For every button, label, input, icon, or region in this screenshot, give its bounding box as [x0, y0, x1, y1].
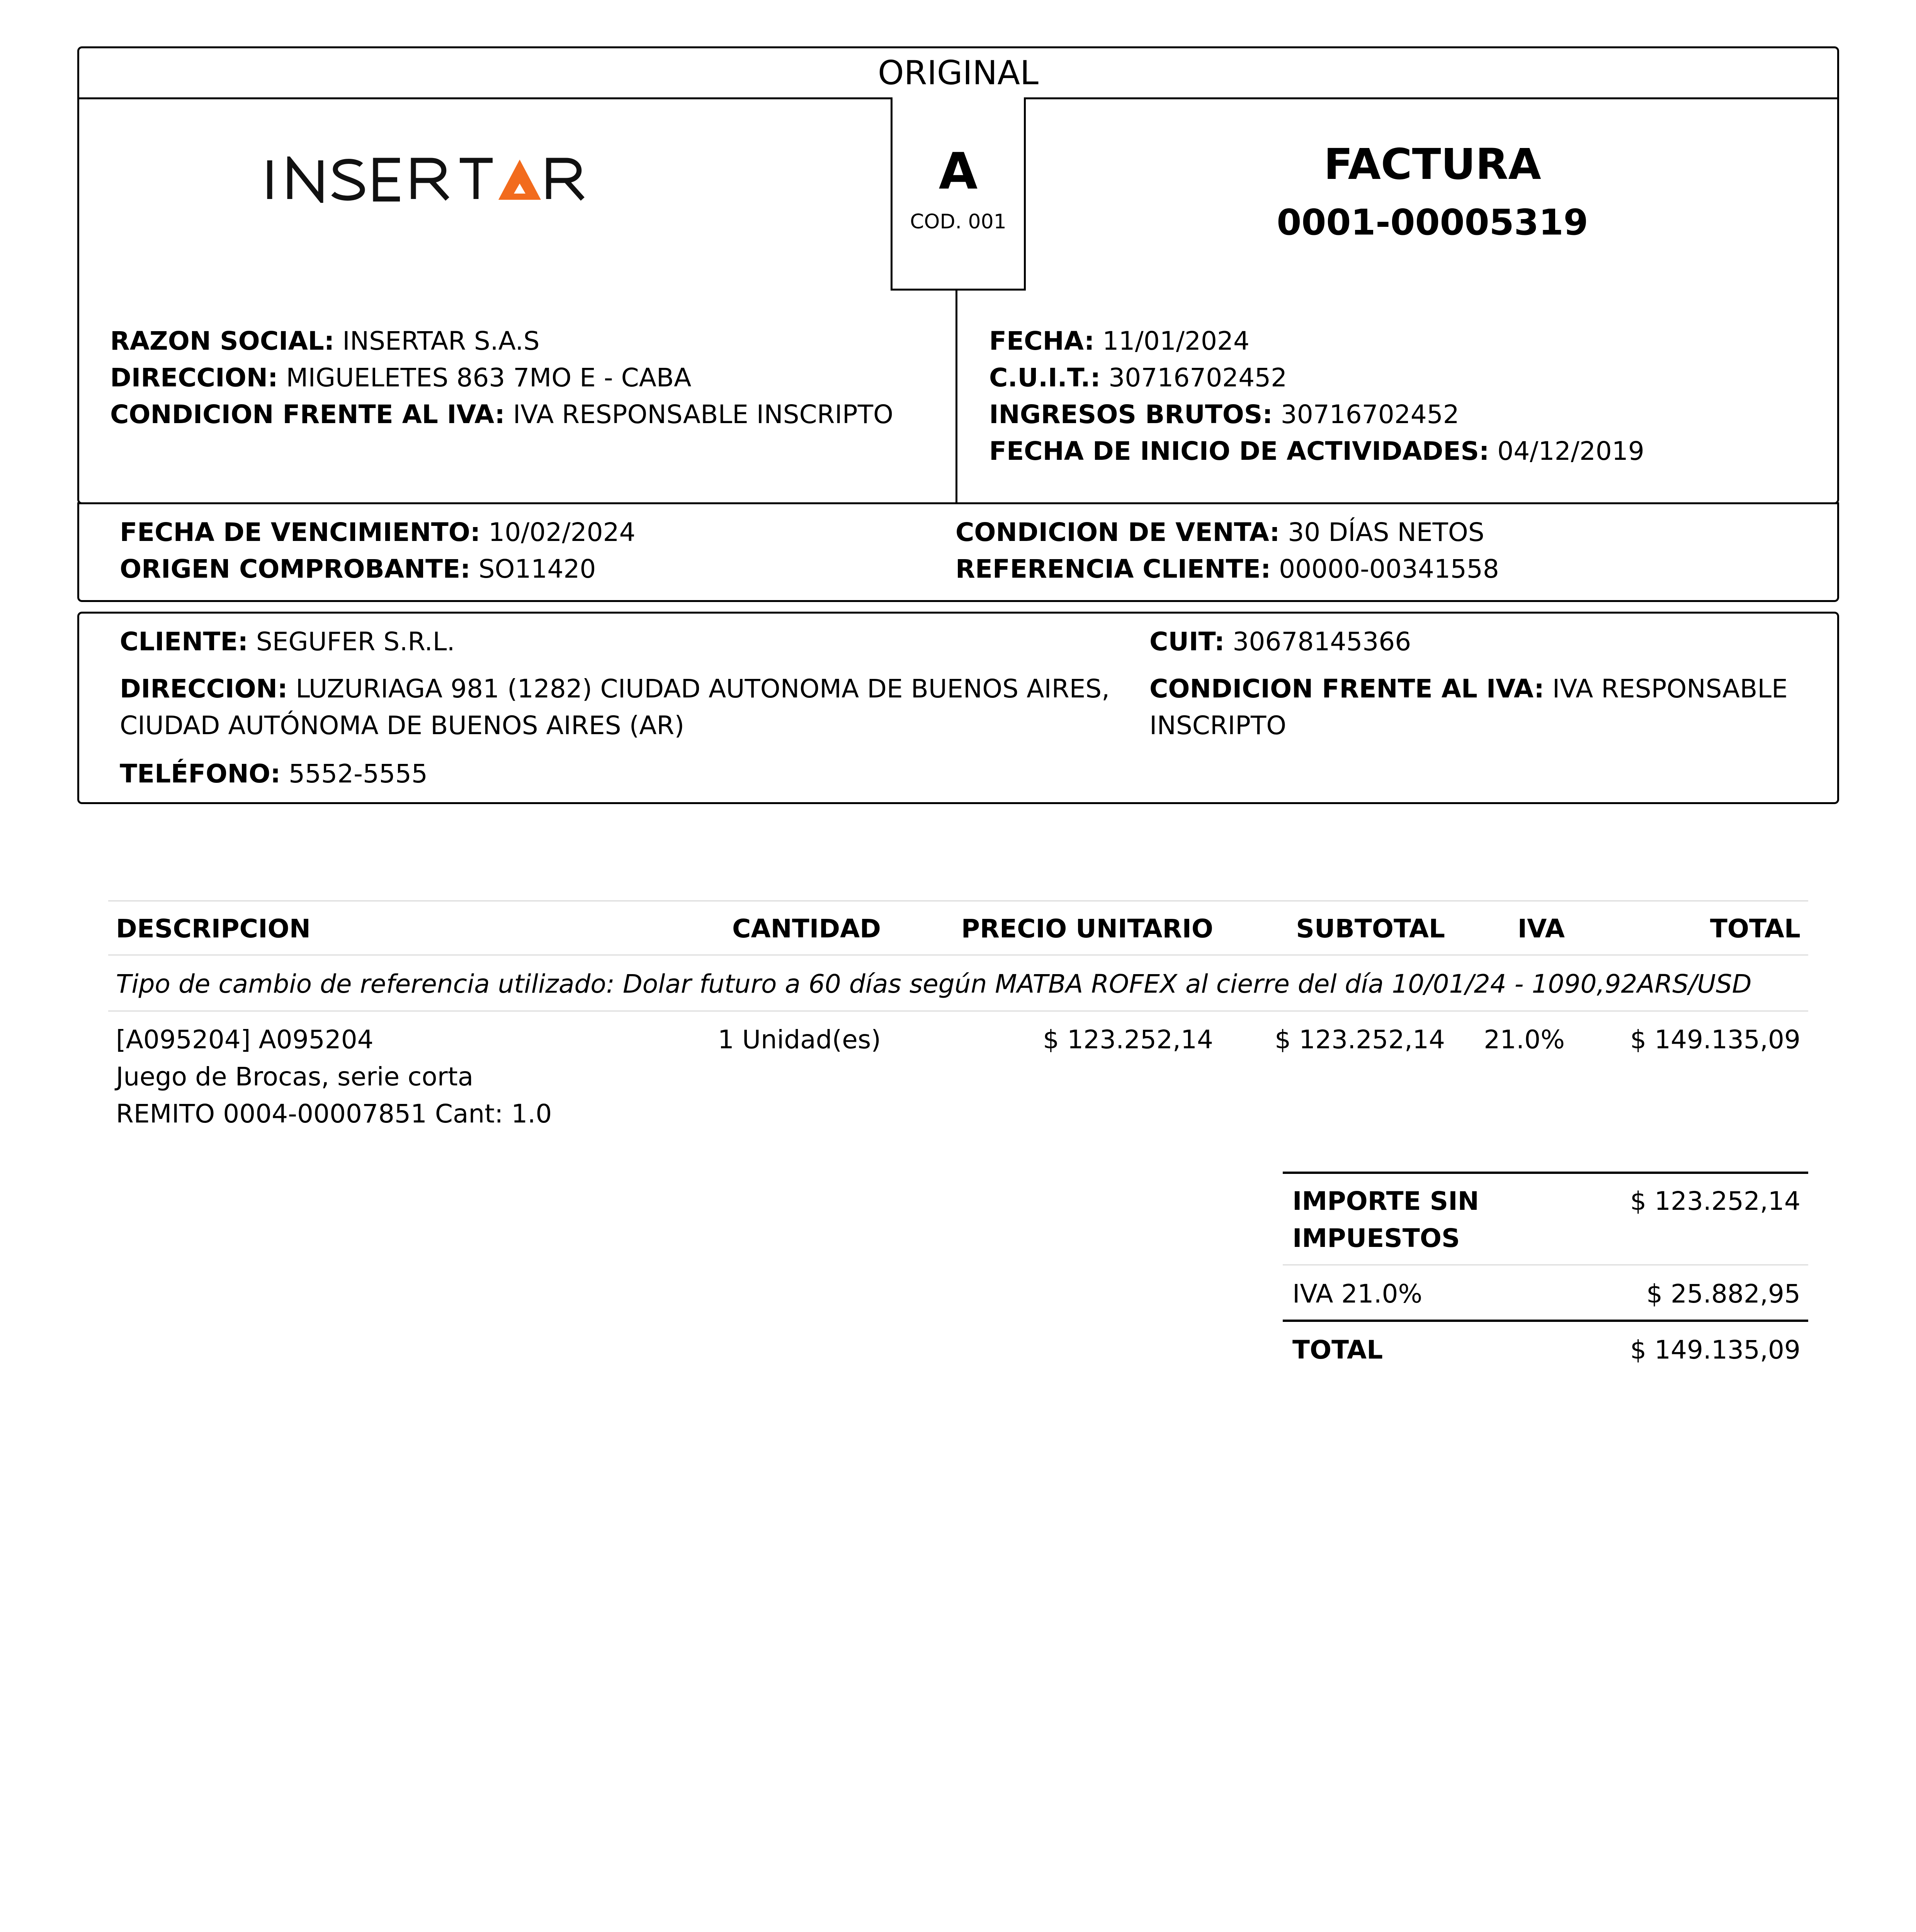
row-cantidad: 1 Unidad(es) [717, 1025, 881, 1054]
header-vertical-divider [955, 291, 957, 503]
col-header-precio: PRECIO UNITARIO [961, 914, 1213, 944]
client-direccion: DIRECCION: LUZURIAGA 981 (1282) CIUDAD AUTONOMA DE BUENOS AIRES, [120, 674, 1110, 704]
issuer-cuit: C.U.I.T.: 30716702452 [989, 363, 1287, 393]
copy-label: ORIGINAL [878, 54, 1039, 92]
row-subtotal: $ 123.252,14 [1275, 1025, 1445, 1054]
totals-total-value: $ 149.135,09 [1630, 1335, 1800, 1365]
terms-referencia: REFERENCIA CLIENTE: 00000-00341558 [955, 554, 1499, 584]
client-direccion-line2: CIUDAD AUTÓNOMA DE BUENOS AIRES (AR) [120, 711, 685, 740]
terms-vencimiento: FECHA DE VENCIMIENTO: 10/02/2024 [120, 517, 636, 547]
totals-importe-value: $ 123.252,14 [1630, 1186, 1800, 1216]
totals-importe-label-2: IMPUESTOS [1292, 1223, 1460, 1253]
company-logo [267, 156, 599, 203]
terms-venta: CONDICION DE VENTA: 30 DÍAS NETOS [955, 517, 1484, 547]
row-desc-code: [A095204] A095204 [116, 1025, 374, 1054]
totals-top-border [1283, 1172, 1808, 1174]
col-header-descripcion: DESCRIPCION [116, 914, 311, 944]
issuer-iva: CONDICION FRENTE AL IVA: IVA RESPONSABLE INSCRIPTO [110, 400, 893, 429]
col-header-total: TOTAL [1710, 914, 1800, 944]
issuer-fecha: FECHA: 11/01/2024 [989, 326, 1250, 356]
col-header-iva: IVA [1517, 914, 1565, 944]
client-cuit: CUIT: 30678145366 [1149, 627, 1411, 656]
row-precio: $ 123.252,14 [1043, 1025, 1213, 1054]
totals-total-label: TOTAL [1292, 1335, 1383, 1365]
client-name: CLIENTE: SEGUFER S.R.L. [120, 627, 455, 656]
totals-divider [1283, 1264, 1808, 1265]
totals-iva-label: IVA 21.0% [1292, 1279, 1423, 1309]
insertar-logo-icon [267, 156, 599, 203]
table-note-border [108, 1010, 1808, 1012]
doc-type: FACTURA [1324, 139, 1541, 189]
issuer-razon-social: RAZON SOCIAL: INSERTAR S.A.S [110, 326, 540, 356]
issuer-ingresos: INGRESOS BRUTOS: 30716702452 [989, 400, 1459, 429]
invoice-code: COD. 001 [910, 210, 1006, 233]
row-total: $ 149.135,09 [1630, 1025, 1800, 1054]
col-header-cantidad: CANTIDAD [732, 914, 881, 944]
row-desc-name: Juego de Brocas, serie corta [116, 1062, 474, 1092]
exchange-rate-note: Tipo de cambio de referencia utilizado: Dolar futuro a 60 días según MATBA ROFEX al cierre del día 10/01/24 - 1090,92ARS/USD [116, 969, 1752, 999]
totals-importe-label: IMPORTE SIN [1292, 1186, 1479, 1216]
client-iva-line2: INSCRIPTO [1149, 711, 1287, 740]
terms-origen: ORIGEN COMPROBANTE: SO11420 [120, 554, 596, 584]
totals-total-border [1283, 1320, 1808, 1322]
table-top-border [108, 900, 1808, 901]
client-telefono: TELÉFONO: 5552-5555 [120, 759, 428, 789]
table-header-border [108, 954, 1808, 956]
issuer-direccion: DIRECCION: MIGUELETES 863 7MO E - CABA [110, 363, 692, 393]
doc-number: 0001-00005319 [1277, 202, 1588, 243]
issuer-inicio: FECHA DE INICIO DE ACTIVIDADES: 04/12/2019 [989, 436, 1644, 466]
invoice-letter: A [938, 142, 978, 201]
client-iva: CONDICION FRENTE AL IVA: IVA RESPONSABLE [1149, 674, 1788, 704]
row-desc-remito: REMITO 0004-00007851 Cant: 1.0 [116, 1099, 552, 1129]
totals-iva-value: $ 25.882,95 [1646, 1279, 1800, 1309]
row-iva: 21.0% [1484, 1025, 1565, 1054]
col-header-subtotal: SUBTOTAL [1296, 914, 1445, 944]
